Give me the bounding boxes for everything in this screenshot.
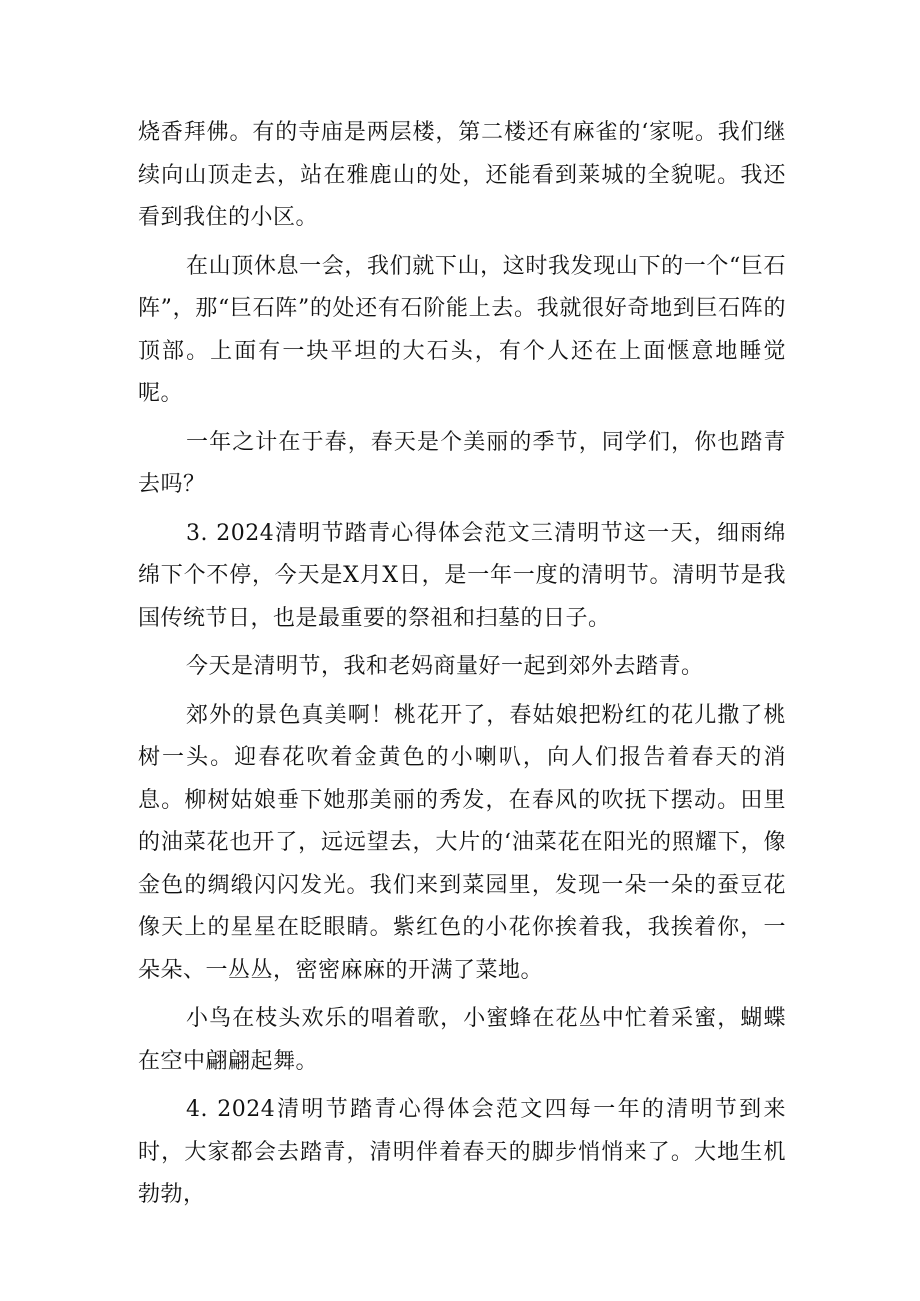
paragraph: 一年之计在于春，春天是个美丽的季节，同学们，你也踏青去吗？ bbox=[138, 429, 786, 497]
paragraph: 小鸟在枝头欢乐的唱着歌，小蜜蜂在花丛中忙着采蜜，蝴蝶在空中翩翩起舞。 bbox=[138, 1006, 786, 1074]
document-body bbox=[138, 112, 786, 1223]
paragraph-continued: 烧香拜佛。有的寺庙是两层楼，第二楼还有麻雀的‘家呢。我们继续向山顶走去，站在雅鹿山的处，还能看到莱城的全貌呢。我还看到我住的小区。 bbox=[138, 120, 786, 230]
section-4-paragraph: 4. 2024清明节踏青心得体会范文四每一年的清明节到来时，大家都会去踏青，清明伴着春天的脚步悄悄来了。大地生机勃勃， bbox=[138, 1097, 786, 1207]
paragraph: 今天是清明节，我和老妈商量好一起到郊外去踏青。 bbox=[186, 654, 704, 679]
section-3-paragraph: 3. 2024清明节踏青心得体会范文三清明节这一天，细雨绵绵下个不停，今天是X月X日，是一年一度的清明节。清明节是我国传统节日，也是最重要的祭祖和扫墓的日子。 bbox=[138, 520, 786, 631]
paragraph: 郊外的景色真美啊！桃花开了，春姑娘把粉红的花儿撒了桃树一头。迎春花吹着金黄色的小喇叭，向人们报告着春天的消息。柳树姑娘垂下她那美丽的秀发，在春风的吹抚下摆动。田里的油菜花也开了，远远望去，大片的‘油菜花在阳光的照耀下，像金色的绸缎闪闪发光。我们来到菜园里，发现一朵一朵的蚕豆花像天上的星星在眨眼睛。紫红色的小花你挨着我，我挨着你，一朵朵、一丛丛，密密麻麻的开满了菜地。 bbox=[138, 702, 786, 983]
paragraph: 在山顶休息一会，我们就下山，这时我发现山下的一个“巨石阵”，那“巨石阵”的处还有石阶能上去。我就很好奇地到巨石阵的顶部。上面有一块平坦的大石头，有个人还在上面惬意地睡觉呢。 bbox=[138, 253, 786, 406]
